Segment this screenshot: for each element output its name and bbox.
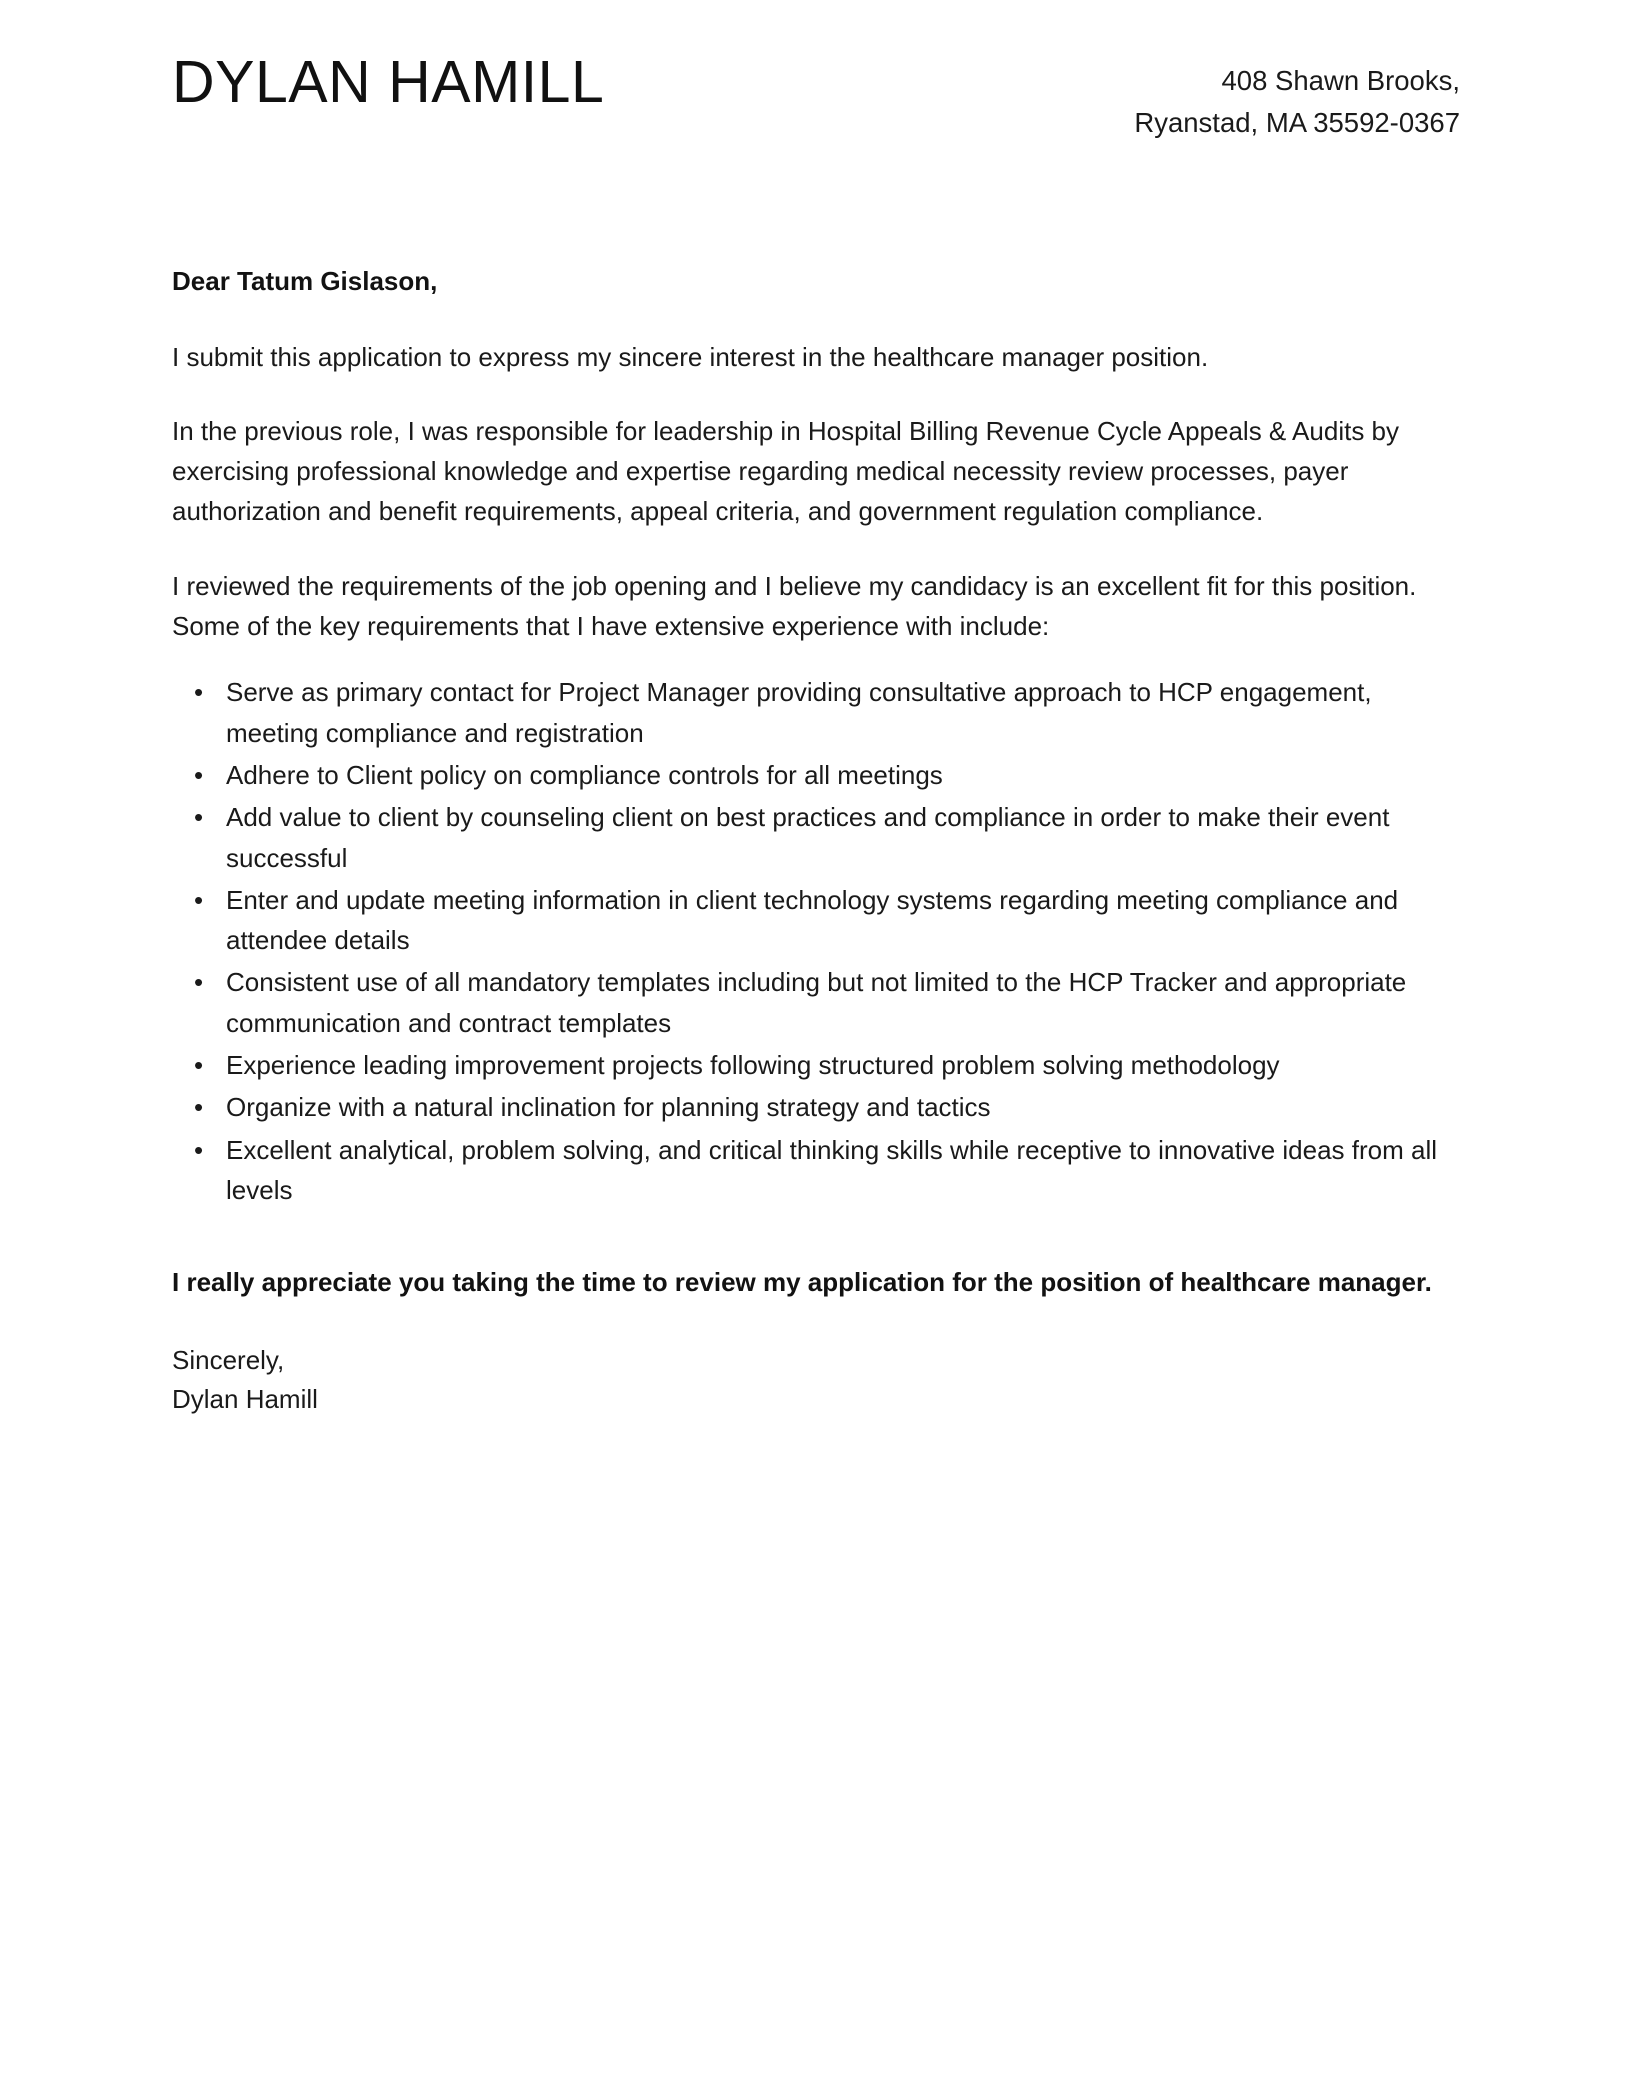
salutation: Dear Tatum Gislason, — [172, 265, 438, 296]
list-item: • Excellent analytical, problem solving, and critical thinking skills while receptive to innovative ideas from all levels — [172, 1130, 1460, 1211]
address-line-city-state-zip: Ryanstad, MA 35592-0367 — [1134, 106, 1460, 138]
list-item: • Organize with a natural inclination for planning strategy and tactics — [172, 1087, 1460, 1127]
closing-paragraph: I really appreciate you taking the time to review my application for the position of healthcare manager. — [172, 1267, 1432, 1298]
list-item: • Serve as primary contact for Project Manager providing consultative approach to HCP engagement, meeting compliance and registration — [172, 672, 1460, 753]
list-item: • Adhere to Client policy on compliance controls for all meetings — [172, 755, 1460, 795]
sender-address-block — [1134, 52, 1460, 144]
requirements-list — [172, 672, 1460, 1210]
body-paragraph-3: I reviewed the requirements of the job opening and I believe my candidacy is an excellent fit for this position. Some of the key requirements that I have extensive experience with include: — [172, 570, 1417, 642]
sign-off: Sincerely, — [172, 1344, 285, 1375]
list-item: • Add value to client by counseling client on best practices and compliance in order to make their event successful — [172, 797, 1460, 878]
list-item: • Enter and update meeting information in client technology systems regarding meeting compliance and attendee details — [172, 880, 1460, 961]
letter-body — [172, 262, 1460, 1420]
letter-header — [172, 0, 1460, 144]
candidate-name: DYLAN HAMILL — [172, 49, 605, 115]
body-paragraph-1: I submit this application to express my sincere interest in the healthcare manager position. — [172, 341, 1209, 372]
name-block — [172, 49, 605, 115]
body-paragraph-2: In the previous role, I was responsible for leadership in Hospital Billing Revenue Cycle Appeals & Audits by exercising professional knowledge and expertise regarding medical necessity review processes, payer authorization and benefit requirements, appeal criteria, and government regulation compliance. — [172, 415, 1400, 527]
list-item: • Experience leading improvement projects following structured problem solving methodology — [172, 1045, 1460, 1085]
signature-block — [172, 1341, 1460, 1420]
signature-name: Dylan Hamill — [172, 1384, 318, 1415]
list-item: • Consistent use of all mandatory templates including but not limited to the HCP Tracker and appropriate communication and contract templates — [172, 962, 1460, 1043]
address-line-street: 408 Shawn Brooks, — [1221, 65, 1460, 96]
